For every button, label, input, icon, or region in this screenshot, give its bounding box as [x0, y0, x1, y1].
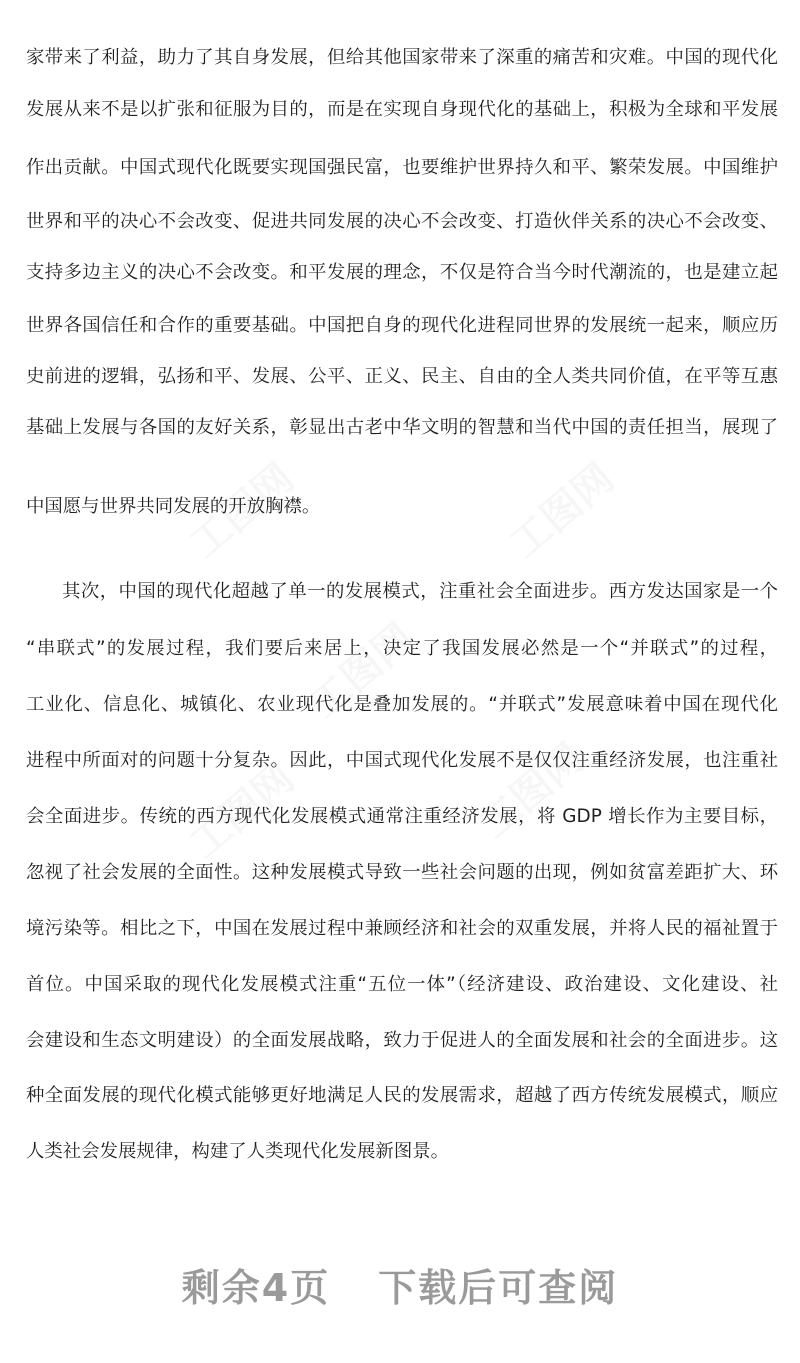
text-line: “串联式”的发展过程，我们要后来居上，决定了我国发展必然是一个“并联式”的过程， — [26, 638, 778, 659]
text-line: 基础上发展与各国的友好关系，彰显出古老中华文明的智慧和当代中国的责任担当，展现了 — [26, 417, 778, 438]
text-line: 中国愿与世界共同发展的开放胸襟。 — [26, 496, 321, 517]
text-line: 世界各国信任和合作的重要基础。中国把自身的现代化进程同世界的发展统一起来，顺应历 — [26, 315, 778, 336]
text-line: 工业化、信息化、城镇化、农业现代化是叠加发展的。“并联式”发展意味着中国在现代化 — [26, 694, 778, 715]
text-line: 首位。中国采取的现代化发展模式注重“五位一体”（经济建设、政治建设、文化建设、社 — [26, 974, 778, 995]
text-line: 支持多边主义的决心不会改变。和平发展的理念，不仅是符合当今时代潮流的，也是建立起 — [26, 262, 778, 283]
text-line: 家带来了利益，助力了其自身发展，但给其他国家带来了深重的痛苦和灾难。中国的现代化 — [26, 47, 778, 68]
text-line: 会建设和生态文明建设）的全面发展战略，致力于促进人的全面发展和社会的全面进步。这 — [26, 1030, 778, 1051]
text-line: 史前进的逻辑，弘扬和平、发展、公平、正义、民主、自由的全人类共同价值，在平等互惠 — [26, 366, 778, 387]
text-line: 发展从来不是以扩张和征服为目的，而是在实现自身现代化的基础上，积极为全球和平发展 — [26, 99, 778, 120]
download-to-view-label: 下载后可查阅 — [378, 1266, 619, 1310]
text-line: 进程中所面对的问题十分复杂。因此，中国式现代化发展不是仅仅注重经济发展，也注重社 — [26, 750, 778, 771]
text-line: 境污染等。相比之下，中国在发展过程中兼顾经济和社会的双重发展，并将人民的福祉置于 — [26, 918, 778, 939]
download-prompt[interactable] — [0, 1258, 800, 1318]
text-line: 会全面进步。传统的西方现代化发展模式通常注重经济发展，将 GDP 增长作为主要目标， — [26, 806, 778, 827]
remaining-pages-label: 剩余4页 — [181, 1266, 331, 1310]
text-line: 世界和平的决心不会改变、促进共同发展的决心不会改变、打造伙伴关系的决心不会改变、 — [26, 211, 778, 232]
text-line: 作出贡献。中国式现代化既要实现国强民富，也要维护世界持久和平、繁荣发展。中国维护 — [26, 157, 778, 178]
text-line: 人类社会发展规律，构建了人类现代化发展新图景。 — [26, 1141, 449, 1162]
text-line: 其次，中国的现代化超越了单一的发展模式，注重社会全面进步。西方发达国家是一个 — [62, 581, 778, 602]
text-line: 种全面发展的现代化模式能够更好地满足人民的发展需求，超越了西方传统发展模式，顺应 — [26, 1085, 778, 1106]
text-line: 忽视了社会发展的全面性。这种发展模式导致一些社会问题的出现，例如贫富差距扩大、环 — [26, 862, 778, 883]
